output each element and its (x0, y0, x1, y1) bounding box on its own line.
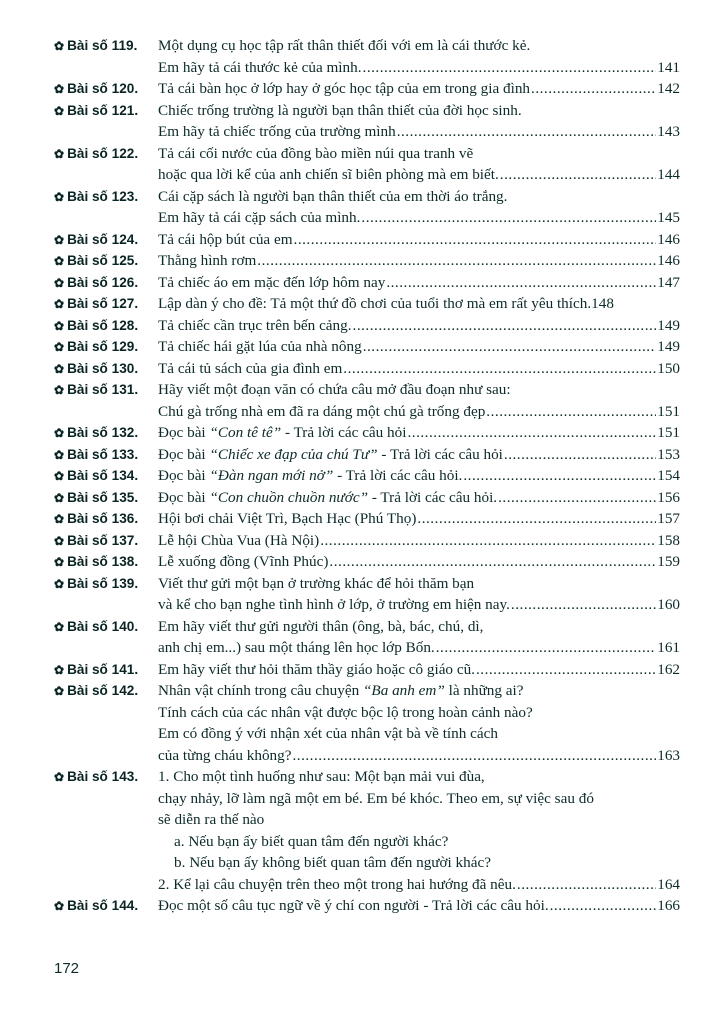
exercise-number: Bài số 132. (67, 425, 139, 440)
entry-text: của từng cháu không? (158, 746, 292, 764)
page-ref: 162 (657, 660, 680, 678)
exercise-label (54, 186, 158, 209)
exercise-number: Bài số 141. (67, 661, 139, 677)
reading-title: “Chiếc xe đạp của chú Tư” (209, 445, 378, 463)
flower-bullet-icon: ✿ (54, 146, 65, 161)
flower-bullet-icon: ✿ (54, 275, 65, 290)
toc-entry (54, 78, 680, 100)
page-ref: 149 (657, 316, 680, 334)
exercise-label (54, 616, 158, 639)
toc-line (54, 745, 680, 767)
flower-bullet-icon: ✿ (54, 662, 65, 677)
toc-line (54, 659, 680, 681)
page-ref: 159 (657, 553, 680, 570)
dot-leader (550, 895, 657, 917)
exercise-number: Bài số 140. (67, 618, 139, 634)
toc-line (54, 250, 680, 272)
page-ref: 156 (657, 488, 680, 506)
toc-line (54, 358, 680, 380)
toc-line (54, 508, 680, 530)
toc-entry (54, 551, 680, 573)
entry-text: Tả cái hộp bút của em (158, 230, 293, 248)
dot-leader (257, 250, 656, 272)
dot-leader (486, 401, 656, 423)
exercise-number: Bài số 143. (67, 769, 139, 784)
entry-text: sẽ diễn ra thế nào (158, 811, 265, 828)
exercise-number: Bài số 135. (67, 489, 139, 505)
exercise-label (54, 78, 158, 101)
exercise-number: Bài số 125. (67, 253, 139, 268)
entry-text: Đọc bài “Con chuồn chuồn nước” - Trả lời các câu hỏi. (158, 488, 498, 506)
toc-line (54, 229, 680, 251)
page-ref: 149 (657, 338, 680, 355)
exercise-label (54, 659, 158, 682)
flower-bullet-icon: ✿ (54, 619, 65, 634)
dot-leader (361, 207, 656, 229)
page-ref: 150 (657, 359, 680, 377)
toc-line (54, 444, 680, 466)
flower-bullet-icon: ✿ (54, 103, 65, 118)
exercise-number: Bài số 134. (67, 468, 139, 483)
flower-bullet-icon: ✿ (54, 426, 65, 440)
exercise-number: Bài số 144. (67, 898, 139, 913)
exercise-label (54, 487, 158, 510)
dot-leader (463, 465, 656, 487)
toc-entry (54, 358, 680, 380)
entry-text: Đọc bài “Con tê tê” - Trả lời các câu hỏi (158, 424, 407, 441)
toc-entry (54, 895, 680, 917)
toc-entry (54, 573, 680, 616)
page-ref: 143 (657, 123, 680, 140)
flower-bullet-icon: ✿ (54, 361, 65, 376)
page-ref: 157 (657, 510, 680, 527)
exercise-number: Bài số 121. (67, 102, 139, 118)
entry-text: Lễ xuống đồng (Vĩnh Phúc) (158, 553, 329, 570)
toc-entry (54, 530, 680, 552)
page-ref: 142 (657, 80, 680, 97)
exercise-number: Bài số 124. (67, 231, 139, 247)
dot-leader (531, 78, 656, 100)
exercise-number: Bài số 123. (67, 188, 139, 204)
page-ref: 141 (657, 58, 680, 76)
toc-line (54, 594, 680, 616)
flower-bullet-icon: ✿ (54, 533, 65, 548)
flower-bullet-icon: ✿ (54, 318, 65, 333)
toc-entry (54, 444, 680, 466)
exercise-number: Bài số 128. (67, 317, 139, 333)
reading-title: “Đàn ngan mới nở” (209, 467, 334, 484)
exercise-label (54, 530, 158, 553)
toc-line (54, 272, 680, 294)
entry-text: Chiếc trống trường là người bạn thân thiết của đời học sinh. (158, 101, 522, 119)
dot-leader (511, 594, 656, 616)
entry-text: Em hãy tả cái cặp sách của mình. (158, 209, 361, 226)
entry-text: Tả chiếc cần trục trên bến cảng. (158, 316, 352, 334)
toc-entry (54, 616, 680, 659)
dot-leader (320, 530, 656, 552)
toc-line (54, 895, 680, 917)
entry-text: Tả cái cối nước của đồng bào miền núi qua tranh vẽ (158, 144, 474, 162)
flower-bullet-icon: ✿ (54, 555, 65, 569)
page-ref: 146 (657, 230, 680, 248)
toc-line (54, 809, 680, 831)
entry-text: Lập dàn ý cho đề: Tả một thứ đồ chơi của tuổi thơ mà em rất yêu thích. (158, 295, 592, 312)
entry-text: Em hãy viết thư hỏi thăm thầy giáo hoặc cô giáo cũ. (158, 660, 475, 678)
toc-entry (54, 336, 680, 358)
flower-bullet-icon: ✿ (54, 770, 65, 784)
dot-leader (363, 57, 657, 79)
toc-line (54, 530, 680, 552)
page-ref: 151 (657, 402, 680, 420)
toc-line (54, 573, 680, 595)
exercise-label (54, 444, 158, 467)
toc-line (54, 723, 680, 745)
exercise-number: Bài số 137. (67, 532, 139, 548)
flower-bullet-icon: ✿ (54, 189, 65, 204)
exercise-number: Bài số 131. (67, 382, 139, 397)
exercise-label (54, 358, 158, 381)
toc-line (54, 551, 680, 573)
flower-bullet-icon: ✿ (54, 39, 65, 53)
reading-title: “Con tê tê” (209, 424, 282, 441)
flower-bullet-icon: ✿ (54, 684, 65, 698)
entry-text: Tả chiếc áo em mặc đến lớp hôm nay (158, 273, 386, 291)
entry-text: Chú gà trống nhà em đã ra dáng một chú gà trống đẹp (158, 402, 486, 420)
dot-leader (329, 551, 656, 573)
toc-line (54, 788, 680, 810)
exercise-label (54, 100, 158, 123)
exercise-number: Bài số 130. (67, 360, 139, 376)
toc-entry (54, 186, 680, 229)
entry-text: Cái cặp sách là người bạn thân thiết của em thời áo trắng. (158, 187, 508, 205)
flower-bullet-icon: ✿ (54, 254, 65, 268)
exercise-label (54, 422, 158, 445)
dot-leader (353, 315, 657, 337)
page-ref: 144 (657, 166, 680, 183)
toc-line (54, 186, 680, 208)
dot-leader (476, 659, 656, 681)
toc-line (54, 616, 680, 638)
exercise-number: Bài số 119. (67, 38, 138, 53)
toc-line (54, 487, 680, 509)
dot-leader (292, 745, 656, 767)
entry-text: Lễ hội Chùa Vua (Hà Nội) (158, 531, 320, 549)
flower-bullet-icon: ✿ (54, 232, 65, 247)
toc-entry (54, 379, 680, 422)
exercise-label (54, 680, 158, 703)
exercise-number: Bài số 127. (67, 296, 139, 311)
toc-line (54, 315, 680, 337)
toc-entry (54, 465, 680, 487)
page-ref: 148 (591, 295, 614, 312)
dot-leader (417, 508, 656, 530)
toc-line (54, 637, 680, 659)
toc-line (54, 100, 680, 122)
dot-leader (343, 358, 656, 380)
flower-bullet-icon: ✿ (54, 490, 65, 505)
dot-leader (504, 444, 656, 466)
entry-text: Tả cái tủ sách của gia đình em (158, 359, 343, 377)
page-ref: 163 (657, 746, 680, 764)
dot-leader (397, 121, 657, 143)
toc-line (54, 401, 680, 423)
entry-text: Nhân vật chính trong câu chuyện “Ba anh em” là những ai? (158, 682, 524, 699)
toc-entry (54, 35, 680, 78)
page-ref: 146 (657, 252, 680, 269)
toc-line (54, 35, 680, 57)
page-number: 172 (54, 960, 80, 977)
entry-text: a. Nếu bạn ấy biết quan tâm đến người khác? (174, 832, 449, 850)
dot-leader (498, 487, 656, 509)
exercise-label (54, 551, 158, 574)
toc-line (54, 702, 680, 724)
entry-text: Em hãy tả cái thước kẻ của mình. (158, 58, 362, 76)
toc-entry (54, 293, 680, 315)
flower-bullet-icon: ✿ (54, 512, 65, 526)
exercise-number: Bài số 126. (67, 274, 139, 290)
page-ref: 164 (657, 875, 680, 893)
exercise-label (54, 315, 158, 338)
entry-text: Em hãy tả chiếc trống của trường mình (158, 123, 396, 140)
dot-leader (407, 422, 656, 444)
exercise-label (54, 895, 158, 918)
toc-entry (54, 143, 680, 186)
entry-text: chạy nhảy, lỡ làm ngã một em bé. Em bé khóc. Theo em, sự việc sau đó (158, 789, 594, 807)
entry-text: 2. Kể lại câu chuyện trên theo một trong hai hướng đã nêu. (158, 875, 516, 893)
flower-bullet-icon: ✿ (54, 383, 65, 397)
exercise-label (54, 336, 158, 359)
entry-text: Viết thư gửi một bạn ở trường khác để hỏi thăm bạn (158, 574, 475, 592)
exercise-number: Bài số 136. (67, 511, 139, 526)
flower-bullet-icon: ✿ (54, 469, 65, 483)
entry-text: hoặc qua lời kể của anh chiến sĩ biên phòng mà em biết. (158, 166, 499, 183)
page-ref: 151 (657, 424, 680, 441)
exercise-label (54, 465, 158, 488)
table-of-contents (54, 35, 680, 917)
dot-leader (386, 272, 656, 294)
toc-line (54, 422, 680, 444)
toc-entry (54, 229, 680, 251)
entry-text: và kể cho bạn nghe tình hình ở lớp, ở trường em hiện nay. (158, 596, 510, 613)
entry-text: Đọc bài “Chiếc xe đạp của chú Tư” - Trả lời các câu hỏi (158, 445, 503, 463)
dot-leader (294, 229, 657, 251)
exercise-number: Bài số 138. (67, 554, 139, 569)
page-ref: 147 (657, 273, 680, 291)
toc-entry (54, 272, 680, 294)
exercise-label (54, 143, 158, 166)
toc-entry (54, 100, 680, 143)
entry-text: b. Nếu bạn ấy không biết quan tâm đến người khác? (174, 854, 491, 871)
entry-text: 1. Cho một tình huống như sau: Một bạn mải vui đùa, (158, 768, 485, 785)
entry-text: Đọc một số câu tục ngữ về ý chí con người - Trả lời các câu hỏi. (158, 897, 549, 914)
entry-text: Đọc bài “Đàn ngan mới nở” - Trả lời các câu hỏi. (158, 467, 463, 484)
exercise-label (54, 35, 158, 58)
reading-title: “Ba anh em” (362, 682, 445, 699)
page-ref: 166 (657, 897, 680, 914)
exercise-number: Bài số 129. (67, 339, 139, 354)
toc-entry (54, 422, 680, 444)
toc-line (54, 57, 680, 79)
toc-entry (54, 680, 680, 766)
toc-line (54, 293, 680, 315)
toc-entry (54, 487, 680, 509)
toc-line (54, 78, 680, 100)
dot-leader (500, 164, 656, 186)
exercise-label (54, 229, 158, 252)
entry-text: Tả cái bàn học ở lớp hay ở góc học tập của em trong gia đình (158, 80, 531, 97)
toc-line (54, 143, 680, 165)
entry-text: Tả chiếc hái gặt lúa của nhà nông (158, 338, 362, 355)
entry-text: Hãy viết một đoạn văn có chứa câu mở đầu đoạn như sau: (158, 381, 511, 398)
toc-line (54, 766, 680, 788)
entry-text: Tính cách của các nhân vật được bộc lộ trong hoàn cảnh nào? (158, 703, 533, 721)
page-ref: 160 (657, 596, 680, 613)
toc-line (54, 831, 680, 853)
page-ref: 161 (657, 639, 680, 656)
entry-text: Thằng hình rơm (158, 252, 257, 269)
entry-text: anh chị em...) sau một tháng lên học lớp Bốn. (158, 639, 435, 656)
exercise-label (54, 766, 158, 789)
flower-bullet-icon: ✿ (54, 340, 65, 354)
entry-text: Hội bơi chải Việt Trì, Bạch Hạc (Phú Thọ) (158, 510, 417, 527)
page-ref: 154 (657, 467, 680, 484)
exercise-number: Bài số 122. (67, 145, 139, 161)
dot-leader (436, 637, 657, 659)
exercise-number: Bài số 120. (67, 81, 139, 96)
toc-line (54, 852, 680, 874)
exercise-label (54, 293, 158, 316)
exercise-label (54, 573, 158, 596)
toc-entry (54, 315, 680, 337)
toc-entry (54, 250, 680, 272)
toc-line (54, 465, 680, 487)
dot-leader (517, 874, 656, 896)
exercise-number: Bài số 133. (67, 446, 139, 462)
toc-line (54, 121, 680, 143)
flower-bullet-icon: ✿ (54, 447, 65, 462)
flower-bullet-icon: ✿ (54, 297, 65, 311)
exercise-number: Bài số 142. (67, 683, 139, 698)
page-ref: 145 (657, 209, 680, 226)
reading-title: “Con chuồn chuồn nước” (209, 488, 369, 506)
entry-text: Em có đồng ý với nhận xét của nhân vật bà về tính cách (158, 725, 498, 742)
toc-line (54, 207, 680, 229)
exercise-number: Bài số 139. (67, 575, 139, 591)
exercise-label (54, 272, 158, 295)
flower-bullet-icon: ✿ (54, 82, 65, 96)
exercise-label (54, 508, 158, 531)
toc-line (54, 336, 680, 358)
entry-text: Một dụng cụ học tập rất thân thiết đối với em là cái thước kẻ. (158, 37, 531, 54)
toc-line (54, 164, 680, 186)
entry-text: Em hãy viết thư gửi người thân (ông, bà, bác, chú, dì, (158, 617, 484, 635)
page-ref: 153 (657, 445, 680, 463)
dot-leader (363, 336, 657, 358)
toc-entry (54, 766, 680, 895)
toc-entry (54, 659, 680, 681)
toc-line (54, 680, 680, 702)
flower-bullet-icon: ✿ (54, 576, 65, 591)
toc-line (54, 874, 680, 896)
toc-entry (54, 508, 680, 530)
flower-bullet-icon: ✿ (54, 899, 65, 913)
exercise-label (54, 379, 158, 402)
toc-line (54, 379, 680, 401)
exercise-label (54, 250, 158, 273)
page-ref: 158 (657, 531, 680, 549)
